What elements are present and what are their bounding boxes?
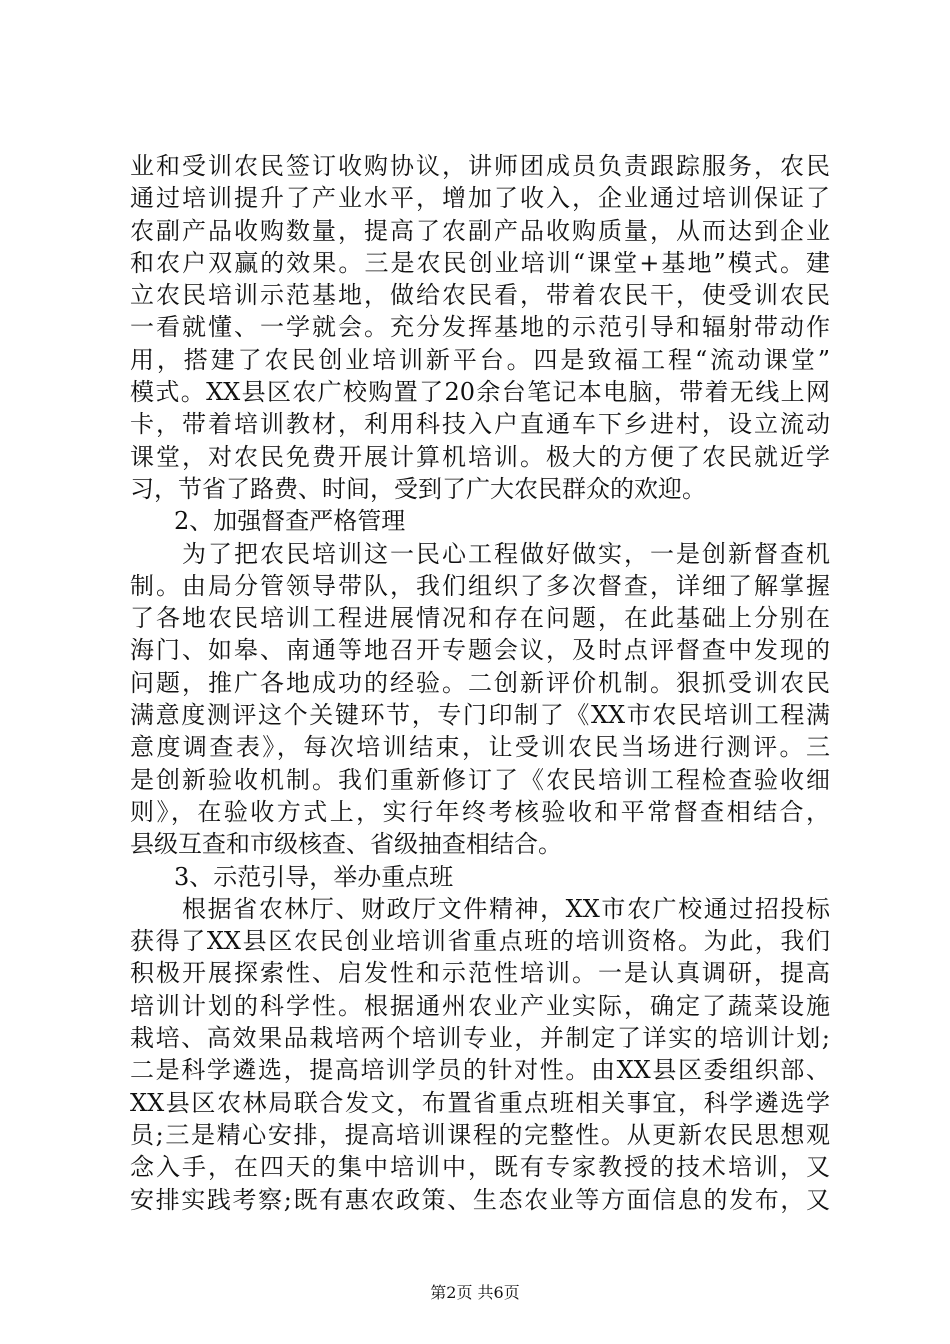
text-line: 则》，在验收方式上，实行年终考核验收和平常督查相结合， — [130, 797, 830, 826]
text-line: 业和受训农民签订收购协议，讲师团成员负责跟踪服务，农民 — [130, 152, 830, 180]
text-line: 获得了XX县区农民创业培训省重点班的培训资格。为此，我们 — [130, 927, 830, 956]
text-line: 模式。XX县区农广校购置了20余台笔记本电脑，带着无线上网 — [130, 378, 830, 407]
text-line: 制。由局分管领导带队，我们组织了多次督查，详细了解掌握 — [130, 571, 830, 600]
text-line: 根据省农林厅、财政厅文件精神，XX市农广校通过招投标 — [182, 894, 830, 923]
text-line: 栽培、高效果品栽培两个培训专业，并制定了详实的培训计划; — [130, 1024, 830, 1053]
text-line: 安排实践考察;既有惠农政策、生态农业等方面信息的发布，又 — [130, 1185, 830, 1214]
text-line: 二是科学遴选，提高培训学员的针对性。由XX县区委组织部、 — [130, 1056, 830, 1085]
text-line: 农副产品收购数量，提高了农副产品收购质量，从而达到企业 — [130, 216, 830, 245]
text-line: 积极开展探索性、启发性和示范性培训。一是认真调研，提高 — [130, 959, 830, 988]
text-line: 通过培训提升了产业水平，增加了收入，企业通过培训保证了 — [130, 184, 830, 213]
text-line: XX县区农林局联合发文，布置省重点班相关事宜，科学遴选学 — [130, 1088, 830, 1117]
text-line: 念入手，在四天的集中培训中，既有专家教授的技术培训，又 — [130, 1153, 830, 1182]
text-line: 员;三是精心安排，提高培训课程的完整性。从更新农民思想观 — [130, 1120, 830, 1149]
page-footer: 第2页 共6页 — [430, 1283, 520, 1302]
text-line: 用，搭建了农民创业培训新平台。四是致福工程“流动课堂” — [130, 345, 830, 374]
text-line: 县级互查和市级核查、省级抽查相结合。 — [130, 830, 562, 859]
text-line: 习，节省了路费、时间，受到了广大农民群众的欢迎。 — [130, 474, 706, 503]
text-line: 了各地农民培训工程进展情况和存在问题，在此基础上分别在 — [130, 604, 830, 633]
section-heading: 3、示范引导，举办重点班 — [174, 862, 454, 891]
text-line: 问题，推广各地成功的经验。二创新评价机制。狠抓受训农民 — [130, 668, 830, 697]
text-line: 一看就懂、一学就会。充分发挥基地的示范引导和辐射带动作 — [130, 313, 830, 342]
text-line: 立农民培训示范基地，做给农民看，带着农民干，使受训农民 — [130, 281, 830, 310]
text-line: 是创新验收机制。我们重新修订了《农民培训工程检查验收细 — [130, 765, 830, 794]
text-line: 意度调查表》，每次培训结束，让受训农民当场进行测评。三 — [130, 733, 830, 762]
text-line: 和农户双赢的效果。三是农民创业培训“课堂+基地”模式。建 — [130, 248, 830, 277]
text-line: 卡，带着培训教材，利用科技入户直通车下乡进村，设立流动 — [130, 410, 830, 439]
text-line: 为了把农民培训这一民心工程做好做实，一是创新督查机 — [182, 539, 830, 568]
text-line: 培训计划的科学性。根据通州农业产业实际，确定了蔬菜设施 — [130, 991, 830, 1020]
text-line: 课堂，对农民免费开展计算机培训。极大的方便了农民就近学 — [130, 442, 830, 471]
text-line: 海门、如皋、南通等地召开专题会议，及时点评督查中发现的 — [130, 636, 830, 665]
text-line: 满意度测评这个关键环节，专门印制了《XX市农民培训工程满 — [130, 701, 830, 730]
section-heading: 2、加强督查严格管理 — [174, 507, 406, 536]
document-body — [130, 150, 830, 1216]
